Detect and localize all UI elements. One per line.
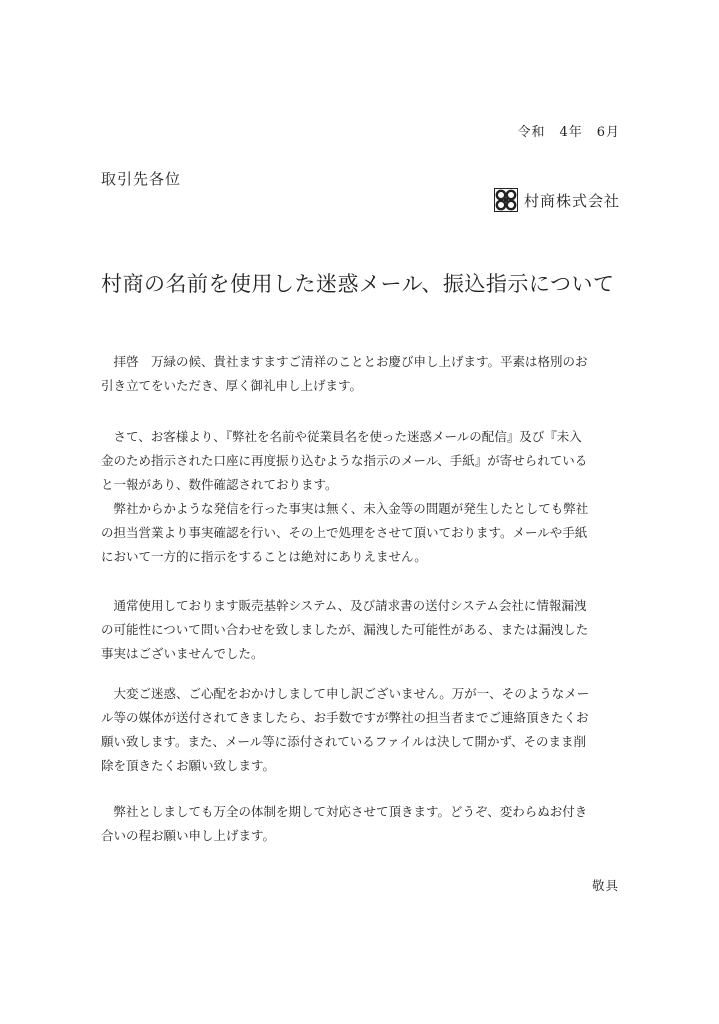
paragraph-greeting (101, 350, 625, 398)
paragraph-line: ル等の媒体が送付されてきましたら、お手数ですが弊社の担当者までご連絡頂きたくお (101, 710, 589, 725)
company-name: 村商株式会社 (523, 191, 620, 210)
paragraph-line: 合いの程お願い申し上げます。 (101, 828, 276, 843)
paragraph-line: 弊社としましても万全の体制を期して対応させて頂きます。どうぞ、変わらぬお付き (101, 804, 588, 819)
paragraph-line: 弊社からかような発信を行った事実は無く、未入金等の問題が発生したとしても弊社 (101, 501, 589, 516)
paragraph-line: の担当営業より事実確認を行い、その上で処理をさせて頂いております。メールや手紙 (101, 525, 588, 540)
paragraph-line: と一報があり、数件確認されております。 (101, 477, 338, 492)
paragraph-line: の可能性について問い合わせを致しましたが、漏洩した可能性がある、または漏洩した (101, 622, 589, 637)
recipient-line: 取引先各位 (101, 170, 182, 188)
letter-date: 令和 4年 6月 (517, 125, 620, 140)
paragraph-line: 事実はございませんでした。 (101, 646, 264, 661)
paragraph-commitment (101, 800, 625, 848)
paragraph-apology (101, 682, 625, 778)
paragraph-line: 通常使用しております販売基幹システム、及び請求書の送付システム会社に情報漏洩 (101, 598, 587, 613)
paragraph-investigation (101, 594, 625, 666)
paragraph-line: 金のため指示された口座に再度振り込むような指示のメール、手紙』が寄せられている (101, 453, 588, 468)
paragraph-line: さて、お客様より、『弊社を名前や従業員名を使った迷惑メールの配信』及び『未入 (101, 429, 582, 444)
paragraph-line: 願い致します。また、メール等に添付されているファイルは決して開かず、そのまま削 (101, 734, 587, 749)
murasho-logo-icon (494, 188, 518, 212)
paragraph-line: 拝啓 万緑の候、貴社ますますご清祥のこととお慶び申し上げます。平素は格別のお (101, 354, 588, 369)
paragraph-line: 除を頂きたくお願い致します。 (101, 758, 276, 773)
paragraph-line: 引き立てをいただき、厚く御礼申し上げます。 (101, 378, 363, 393)
closing-phrase: 敬具 (591, 878, 619, 893)
paragraph-line: 大変ご迷惑、ご心配をおかけしまして申し訳ございません。万が一、そのようなメー (101, 686, 590, 701)
document-title: 村商の名前を使用した迷惑メール、振込指示について (101, 272, 615, 296)
paragraph-incident (101, 425, 625, 569)
paragraph-line: において一方的に指示をすることは絶対にありえません。 (101, 549, 427, 564)
sender-company (494, 188, 620, 212)
